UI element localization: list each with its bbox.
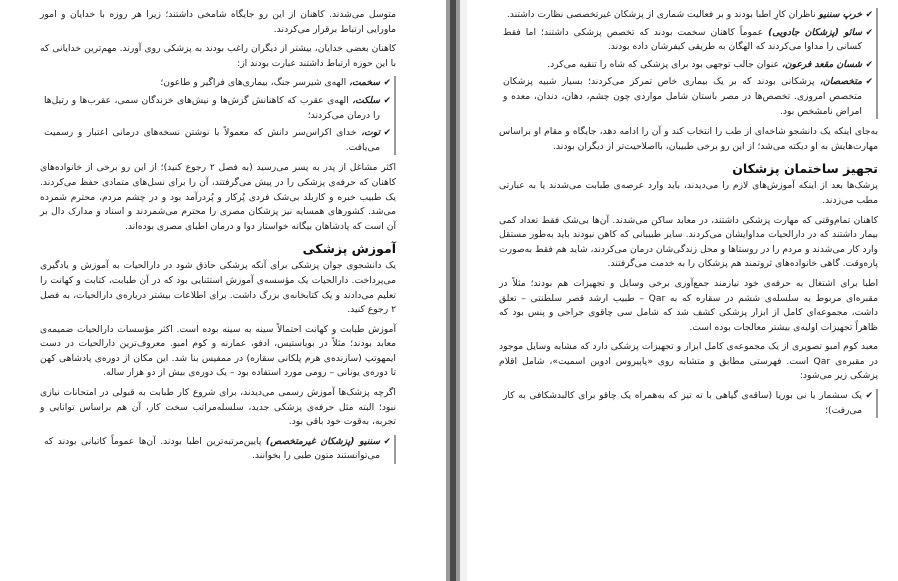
- list-item: [503, 58, 876, 73]
- list-text: عنوان جالب توجهی بود برای پزشکی که شاه را تنقیه می‌کرد.: [547, 58, 782, 70]
- list-text: پایین‌مرتبه‌ترین اطبا بودند. آن‌ها عموماً کاتبانی بودند که می‌توانستند متون طبی را بخوانند.: [44, 435, 380, 462]
- paragraph: معبد کوم امبو تصویری از یک مجموعه‌ی کامل ابزار و تجهیزات پزشکی دارد که مشابه وسایل موجود در مقبره‌ی Qar است. فهرستی مطابق و متشابه روی «پاپیروس ادوین اسمیت»، شامل اقلام پزشکی زیر می‌شود:: [499, 341, 878, 382]
- list-term: متخصصان،: [819, 76, 862, 88]
- left-page: [0, 0, 446, 581]
- checkmark-icon: ✔: [865, 391, 873, 402]
- paragraph: یک دانشجوی جوان پزشکی برای آنکه پزشکی حاذق شود در دارالحیات به آموزش و یادگیری می‌پرداخت. دارالحیات یک مؤسسه‌ی آموزش استثنایی بود که در آن طبابت، کتابت و کهانت را تعلیم می‌دادند و یک کتابخانه‌ی بزرگ داشت. برای اطلاعات بیشتر درباره‌ی دارالحیات، به فصل ۲ رجوع کنید.: [40, 260, 396, 316]
- list-term: توت،: [361, 127, 380, 139]
- section-heading: تجهیز ساختمان پزشکان: [732, 161, 878, 177]
- gutter-highlight: [460, 0, 467, 581]
- list-text: ناظران کارِ اطبا بودند و بر فعالیت شماری از پزشکان غیرتخصصی نظارت داشتند.: [506, 9, 819, 20]
- list-item: [44, 435, 394, 464]
- list-item: [44, 76, 394, 91]
- list-item: [44, 94, 394, 123]
- paragraph: اکثر مشاغل از پدر به پسر می‌رسید (به فصل ۲ رجوع کنید)؛ از این رو برخی از خانواده‌های کاهنان که حرفه‌ی پزشکی را در پیش می‌گرفتند، آن را برای نسل‌های متمادی حفظ می‌کردند. یک طبیب خبره و کاربلد بی‌شک فردی پُرکار و پُردرآمد بود و در چشم مردم، محترم شمرده می‌شد. کشورهای همسایه نیز پزشکان مصری را محترم می‌شمردند و اسناد و مدارک دال بر آن است که پادشاهان بیگانه خواستار دوا و درمان اطبای مصری بوده‌اند.: [40, 162, 396, 232]
- checkmark-icon: ✔: [383, 95, 391, 106]
- list-term: سائو (پزشکان جادویی): [768, 26, 862, 38]
- list-item: [503, 75, 876, 119]
- paragraph: اطبا برای اشتغال به حرفه‌ی خود نیازمند جمع‌آوری برخی وسایل و تجهیزات هم بودند؛ مثلاً در مقبره‌ای مربوط به سلسله‌ی ششم در سقاره که به Qar – طبیب ارشد قصر سلطنتی – تعلق داشت، مجموعه‌ای کامل از ابزار پزشکی کشف شد که شامل سی چاقوی جراحی و پنس بود که ظاهراً تجهیزات اولیه‌ی بیشتر معالجات بوده است.: [499, 277, 878, 333]
- paragraph: کاهنان تمام‌وقتی که مهارت پزشکی داشتند، در معابد ساکن می‌شدند. آن‌ها بی‌شک فقط تعداد کمی بیمار داشتند که در دارالحیات مداوایشان می‌کردند. سایر طبیبانی که کاهن نبودند باید به‌طور مستقل وارد کار می‌شدند و مردم را در روستاها و محل زندگی‌شان درمان می‌کردند، شاید هم فقط به‌صورت پاره‌وقت. گاهی خانواده‌های ثروتمند هم پزشکان را به خدمت می‌گرفتند.: [499, 214, 878, 270]
- list-item: [503, 8, 876, 23]
- list-text: الهه‌ی شیرسر جنگ، بیماری‌های فراگیر و طاعون؛: [160, 77, 350, 89]
- paragraph: متوسل می‌شدند. کاهنان از این رو جایگاه شامخی داشتند؛ زیرا هر روزه با خدایان و امور ماورایی ارتباط برقرار می‌کردند.: [40, 9, 396, 35]
- paragraph: اگرچه پزشک‌ها آموزش رسمی می‌دیدند، برای شروع کار طبابت به قبولی در امتحانات نیازی نبود؛ البته مثل حرفه‌ی پزشکی جدید، سلسله‌مراتب سخت کار، آن هم براساس توانایی و تجربه، به‌قوت خود باقی بود.: [40, 387, 396, 428]
- list-term: خرپ سننیو: [818, 9, 862, 20]
- checkmark-icon: ✔: [865, 59, 873, 70]
- physician-ranks-list: [499, 8, 878, 119]
- list-text: یک سشمار یا نی بوریا (ساقه‌ی گیاهی با ته تیز که به‌همراه یک چاقو برای کالبدشکافی به کار می‌رفت)؛: [503, 390, 862, 416]
- right-page: [467, 0, 898, 581]
- ranks-list: [40, 435, 396, 464]
- list-text: پزشکانی بودند که بر یک بیماری خاص تمرکز می‌کردند؛ بسیار شبیه پزشکان متخصص امروزی. تخصص‌ها در مصر باستان شامل مواردی چون چشم، دهان، دندان، معده و امراض نامشخص بود.: [503, 76, 862, 117]
- list-text: عموماً کاهنان سخمت بودند که تخصص پزشکی داشتند؛ اما فقط کسانی را مداوا می‌کردند که الهگان به طریقی کیفرشان داده بودند.: [503, 26, 862, 53]
- checkmark-icon: ✔: [865, 77, 873, 88]
- paragraph: به‌جای اینکه یک دانشجو شاخه‌ای از طب را انتخاب کند و آن را ادامه دهد، جایگاه و مقام او براساس مهارت‌هایش به او دیکته می‌شد؛ از این رو برخی طبیبان، بااصلاحیت‌تر از دیگران بودند.: [499, 126, 878, 152]
- list-item: [44, 126, 394, 155]
- list-text: الهه‌ی عقرب که کاهنانش گزش‌ها و نیش‌های خزندگان سمی، عقرب‌ها و رتیل‌ها را درمان می‌کردند؛: [44, 94, 380, 121]
- list-item: [503, 26, 876, 55]
- list-term: شسان مقعد فرعون،: [781, 58, 862, 70]
- list-term: سخمت،: [349, 77, 380, 89]
- gods-list: [40, 76, 396, 155]
- list-term: سلکت،: [352, 94, 380, 106]
- paragraph: آموزش طبابت و کهانت احتمالاً سینه به سینه بوده است. اکثر مؤسسات دارالحیات ضمیمه‌ی معابد بودند؛ مثلاً در بوباستیس، ادفو، عمارنه و کوم امبو. معروف‌ترین دارالحیات در دست ایمهوتپ (سازنده‌ی هرم پلکانی سقاره) در ممفیس بنا شد. این مکان از دوره‌ی پادشاهی کهن تا دوره‌ی یونانی – رومی مورد استفاده بود – یک دوره‌ی بیش از دو هزار ساله.: [40, 323, 396, 379]
- paragraph: پزشک‌ها بعد از اینکه آموزش‌های لازم را می‌دیدند، باید وارد عرصه‌ی طبابت می‌شدند یا به عبارتی مطب می‌زدند.: [499, 180, 878, 206]
- checkmark-icon: ✔: [865, 10, 873, 20]
- list-item: [503, 389, 876, 418]
- section-heading: آموزش پزشکی: [302, 241, 396, 257]
- checkmark-icon: ✔: [865, 27, 873, 38]
- checkmark-icon: ✔: [383, 128, 391, 139]
- checkmark-icon: ✔: [383, 78, 391, 89]
- list-term: سننیو (پزشکان غیرمتخصص): [265, 435, 380, 447]
- instruments-list: [499, 389, 878, 418]
- checkmark-icon: ✔: [383, 436, 391, 447]
- paragraph: کاهنان بعضی خدایان، بیشتر از دیگران راغب بودند به پزشکی روی آورند. مهم‌ترین خدایانی که با این حوزه ارتباط داشتند عبارت بودند از:: [40, 43, 396, 69]
- list-text: خدای اکراس‌سر دانش که معمولاً با نوشتن نسخه‌های درمانی اعتبار و رسمیت می‌یافت.: [44, 127, 380, 153]
